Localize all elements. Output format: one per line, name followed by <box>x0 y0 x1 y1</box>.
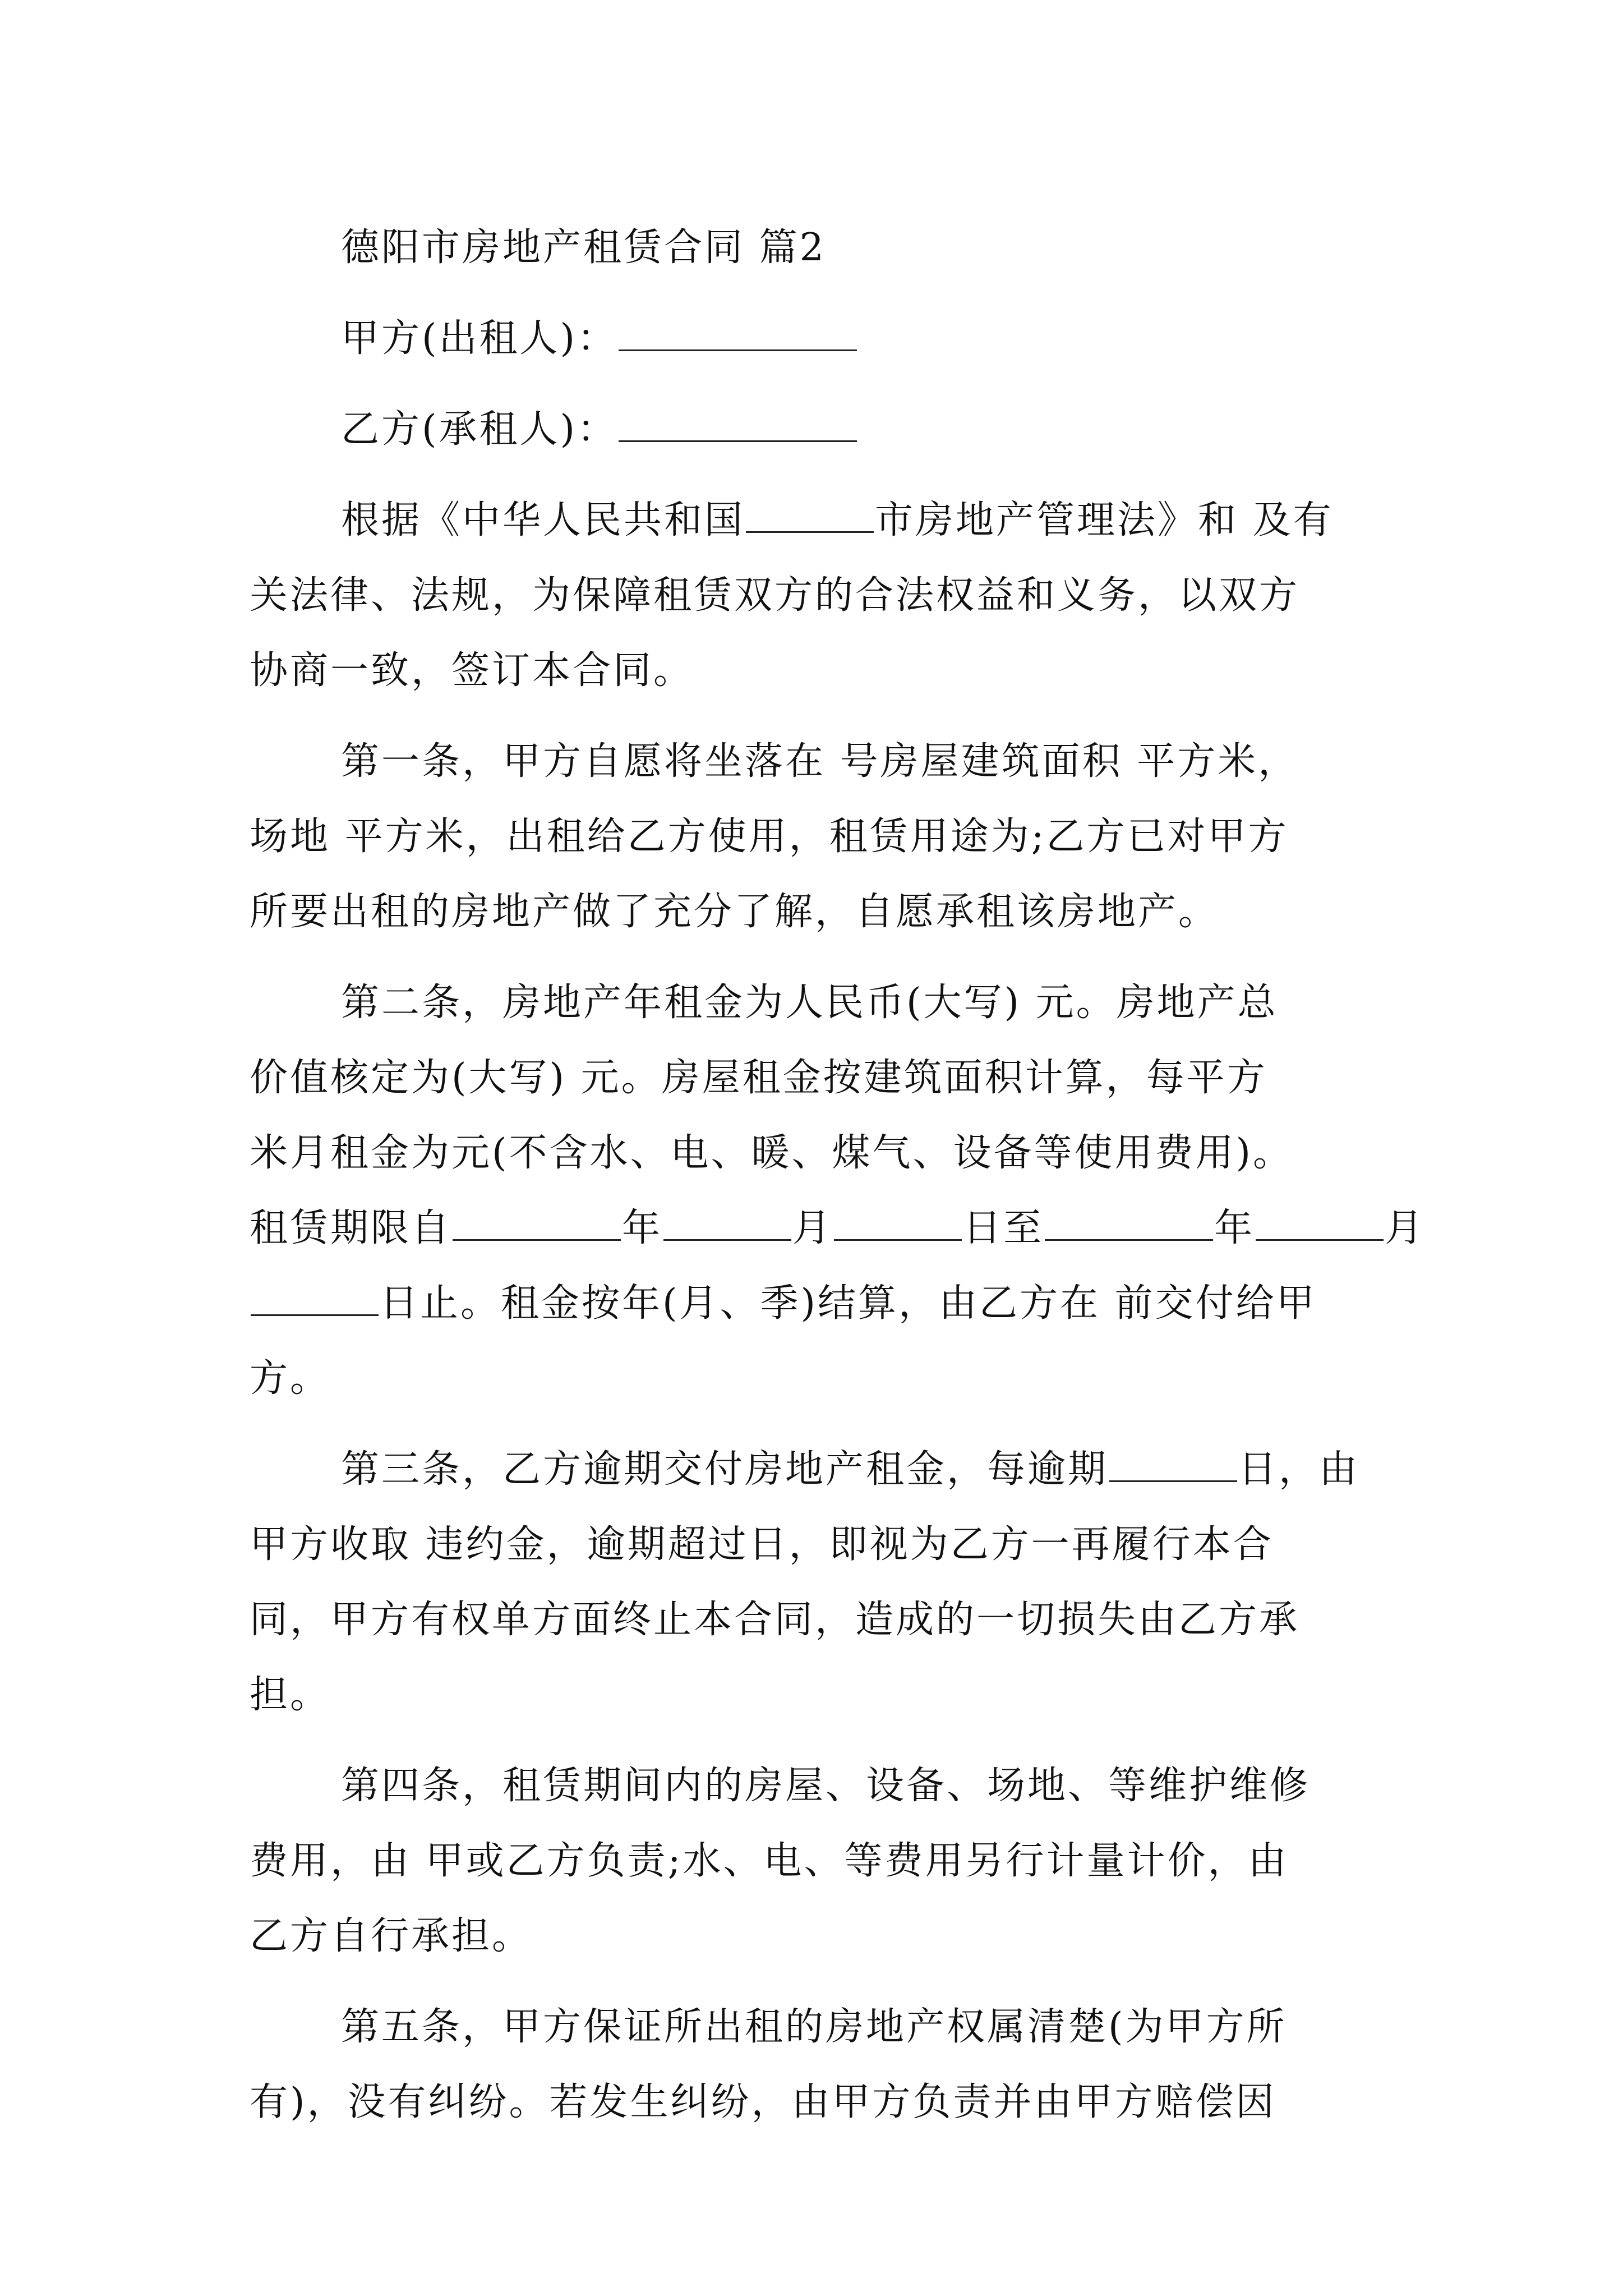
end-year-blank[interactable] <box>1045 1207 1213 1241</box>
party-a-blank[interactable] <box>619 317 857 351</box>
end-month-blank[interactable] <box>1256 1207 1384 1241</box>
start-month-blank[interactable] <box>663 1207 791 1241</box>
city-blank[interactable] <box>746 499 874 533</box>
intro-paragraph: 根据《中华人民共和国 市房地产管理法》和 及有 关法律、法规，为保障租赁双方的合法权益和义务，以双方 协商一致，签订本合同。 <box>250 498 1334 693</box>
end-day-blank[interactable] <box>251 1282 379 1316</box>
start-year-blank[interactable] <box>453 1207 621 1241</box>
overdue-days-blank[interactable] <box>1109 1448 1237 1482</box>
party-b-line: 乙方(承租人)： <box>250 392 1377 467</box>
article-5: 第五条，甲方保证所出租的房地产权属清楚(为甲方所 有)，没有纠纷。若发生纠纷，由甲方负责并由甲方赔偿因 <box>250 2005 1287 2124</box>
article-1: 第一条，甲方自愿将坐落在 号房屋建筑面积 平方米， 场地 平方米，出租给乙方使用，租赁用途为;乙方已对甲方 所要出租的房地产做了充分了解，自愿承租该房地产。 <box>250 739 1299 934</box>
document-title: 德阳市房地产租赁合同 篇2 <box>341 226 826 270</box>
party-a-line: 甲方(出租人)： <box>250 301 1377 376</box>
article-3: 第三条，乙方逾期交付房地产租金，每逾期 日，由 甲方收取 违约金，逾期超过日，即视为乙方一再履行本合 同，甲方有权单方面终止本合同，造成的一切损失由乙方承 担。 <box>250 1447 1360 1717</box>
lease-period-line: 租赁期限自 年 月 日至 年 月 <box>250 1206 1426 1250</box>
article-4: 第四条，租赁期间内的房屋、设备、场地、等维护维修 费用，由 甲或乙方负责;水、电、等费用另行计量计价，由 乙方自行承担。 <box>250 1764 1311 1958</box>
contract-body <box>250 210 1426 2140</box>
start-day-blank[interactable] <box>834 1207 962 1241</box>
party-b-blank[interactable] <box>619 408 857 442</box>
article-2: 第二条，房地产年租金为人民币(大写) 元。房地产总 价值核定为(大写) 元。房屋租金按建筑面积计算，每平方 米月租金为元(不含水、电、暖、煤气、设备等使用费用)。 租赁期限自 年 月 日至 年 月 日止。租金按年(月、季)结算，由乙方在 前交付给甲 方。 <box>250 981 1426 1401</box>
